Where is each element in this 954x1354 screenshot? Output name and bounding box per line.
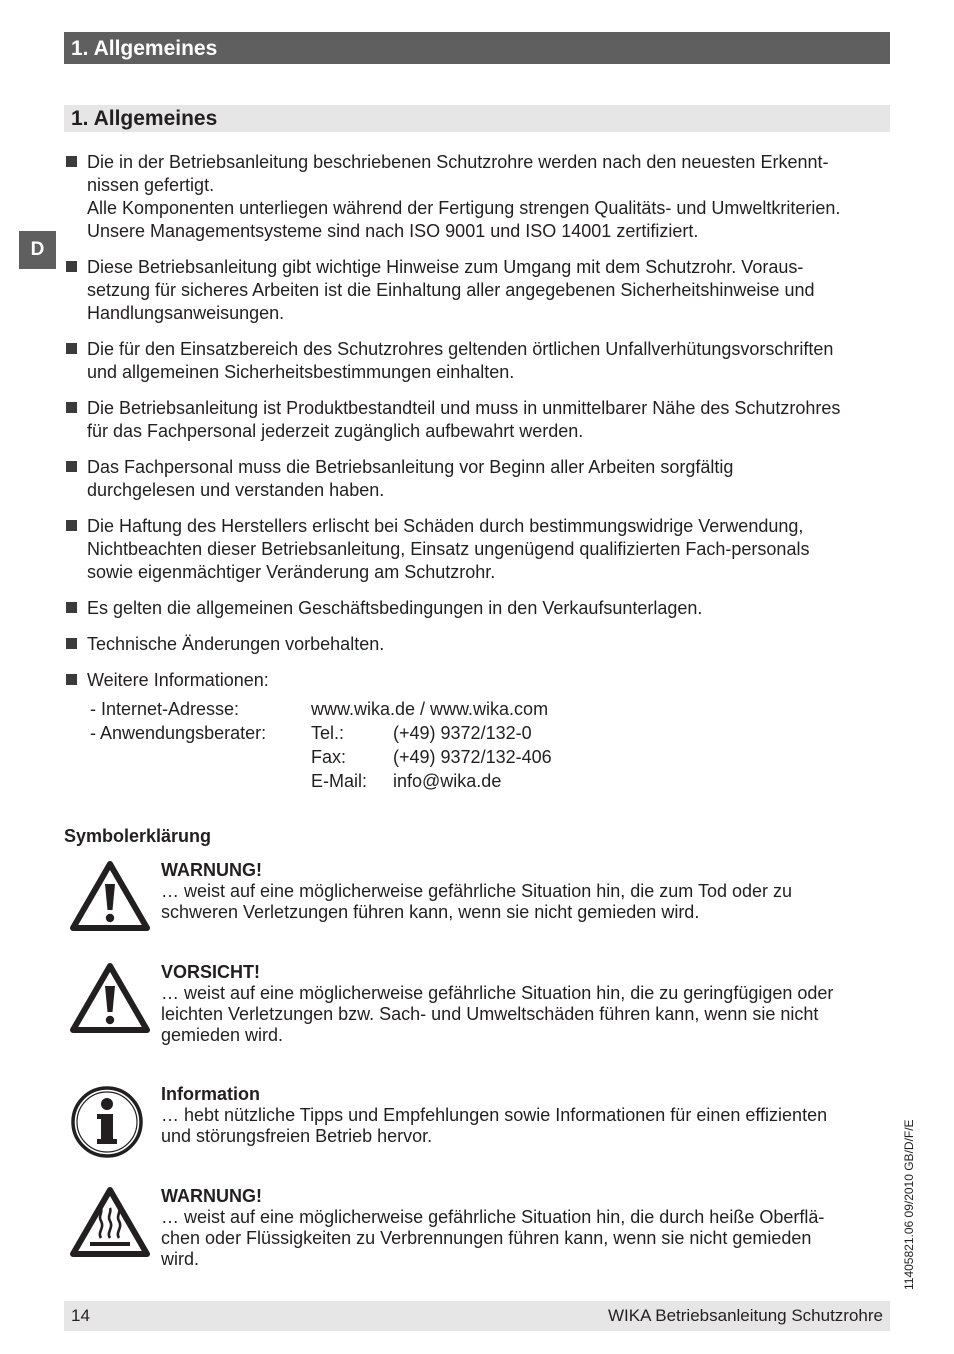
list-item	[64, 669, 890, 692]
section-title: 1. Allgemeines	[71, 107, 218, 130]
symbol-text-line: wird.	[161, 1249, 200, 1269]
symbol-text-line: … weist auf eine möglicherweise gefährliche Situation hin, die zum Tod oder zu	[161, 881, 793, 901]
list-item	[64, 151, 890, 243]
bullet-square-icon	[66, 638, 77, 649]
symbol-description	[161, 962, 881, 1046]
bullet-square-icon	[66, 520, 77, 531]
symbol-heading: VORSICHT!	[161, 962, 260, 982]
list-item-line: Das Fachpersonal muss die Betriebsanleitung vor Beginn aller Arbeiten sorgfältig	[87, 457, 734, 477]
list-item-line: nissen gefertigt.	[87, 175, 215, 195]
email-link[interactable]: info@wika.de	[393, 771, 502, 791]
list-item-line: Alle Komponenten unterliegen während der Fertigung strengen Qualitäts- und Umweltkriterien.	[87, 198, 841, 218]
symbol-text-line: und störungsfreien Betrieb hervor.	[161, 1126, 433, 1146]
chapter-title: 1. Allgemeines	[71, 37, 218, 60]
list-item	[64, 338, 890, 384]
symbol-text-line: gemieden wird.	[161, 1025, 284, 1045]
list-item-line: und allgemeinen Sicherheitsbestimmungen einhalten.	[87, 362, 515, 382]
bullet-list	[64, 151, 890, 705]
bullet-square-icon	[66, 602, 77, 613]
symbol-heading: WARNUNG!	[161, 1186, 262, 1206]
symbol-text-line: chen oder Flüssigkeiten zu Verbrennungen führen kann, wenn sie nicht gemieden	[161, 1228, 812, 1248]
fax-value: (+49) 9372/132-406	[393, 747, 552, 767]
bullet-square-icon	[66, 402, 77, 413]
list-item-line: Die Haftung des Herstellers erlischt bei Schäden durch bestimmungswidrige Verwendung,	[87, 516, 804, 536]
fax-label: Fax:	[311, 747, 347, 767]
bullet-square-icon	[66, 156, 77, 167]
internet-label: - Internet-Adresse:	[90, 699, 240, 719]
symbol-heading: WARNUNG!	[161, 860, 262, 880]
symbol-text-line: … hebt nützliche Tipps und Empfehlungen sowie Informationen für einen effizienten	[161, 1105, 828, 1125]
list-item-line: Unsere Managementsysteme sind nach ISO 9001 und ISO 14001 zertifiziert.	[87, 221, 699, 241]
footer-document-title: WIKA Betriebsanleitung Schutzrohre	[608, 1306, 883, 1325]
list-item	[64, 633, 890, 656]
list-item	[64, 397, 890, 443]
section-heading	[64, 105, 890, 132]
list-item-line: Handlungsanweisungen.	[87, 303, 285, 323]
list-item-line: Es gelten die allgemeinen Geschäftsbedingungen in den Verkaufsunterlagen.	[87, 598, 703, 618]
symbol-legend-title: Symbolerklärung	[64, 826, 212, 846]
symbol-text-line: … weist auf eine möglicherweise gefährliche Situation hin, die durch heiße Oberflä-	[161, 1207, 825, 1227]
list-item-line: Die in der Betriebsanleitung beschriebenen Schutzrohre werden nach den neuesten Erkennt-	[87, 152, 829, 172]
symbol-text-line: … weist auf eine möglicherweise gefährliche Situation hin, die zu geringfügigen oder	[161, 983, 834, 1003]
bullet-square-icon	[66, 461, 77, 472]
hot-surface-icon	[70, 1186, 150, 1258]
email-label: E-Mail:	[311, 771, 368, 791]
list-item-line: Diese Betriebsanleitung gibt wichtige Hinweise zum Umgang mit dem Schutzrohr. Voraus-	[87, 257, 804, 277]
list-item-line: Technische Änderungen vorbehalten.	[87, 634, 385, 654]
list-item-line: setzung für sicheres Arbeiten ist die Einhaltung aller angegebenen Sicherheitshinweise und	[87, 280, 815, 300]
symbol-heading: Information	[161, 1084, 260, 1104]
symbol-description	[161, 1084, 881, 1147]
symbol-description	[161, 860, 881, 923]
page-number: 14	[71, 1306, 90, 1325]
list-item	[64, 256, 890, 325]
list-item-line: durchgelesen und verstanden haben.	[87, 480, 385, 500]
list-item	[64, 456, 890, 502]
internet-link[interactable]: www.wika.de / www.wika.com	[311, 699, 549, 719]
list-item-line: sowie eigenmächtiger Veränderung am Schutzrohr.	[87, 562, 496, 582]
warning-triangle-icon	[70, 860, 150, 932]
tel-label: Tel.:	[311, 723, 345, 743]
list-item-line: Die Betriebsanleitung ist Produktbestandteil und muss in unmittelbarer Nähe des Schutzrohres	[87, 398, 841, 418]
information-icon	[69, 1084, 145, 1160]
tel-value: (+49) 9372/132-0	[393, 723, 532, 743]
chapter-header-bar	[64, 32, 890, 64]
bullet-square-icon	[66, 261, 77, 272]
list-item	[64, 597, 890, 620]
list-item	[64, 515, 890, 584]
list-item-line: für das Fachpersonal jederzeit zugänglich aufbewahrt werden.	[87, 421, 584, 441]
language-tab-label: D	[30, 239, 45, 260]
list-item-line: Weitere Informationen:	[87, 670, 269, 690]
symbol-text-line: leichten Verletzungen bzw. Sach- und Umweltschäden führen kann, wenn sie nicht	[161, 1004, 819, 1024]
symbol-text-line: schweren Verletzungen führen kann, wenn sie nicht gemieden wird.	[161, 902, 700, 922]
page-footer	[64, 1301, 890, 1331]
advisor-label: - Anwendungsberater:	[90, 723, 267, 743]
symbol-description	[161, 1186, 881, 1270]
list-item-line: Die für den Einsatzbereich des Schutzrohres geltenden örtlichen Unfallverhütungsvorschriften	[87, 339, 834, 359]
caution-triangle-icon	[70, 962, 150, 1034]
bullet-square-icon	[66, 674, 77, 685]
language-tab	[19, 231, 56, 269]
document-code: 11405821.06 09/2010 GB/D/F/E	[902, 1119, 916, 1290]
bullet-square-icon	[66, 343, 77, 354]
list-item-line: Nichtbeachten dieser Betriebsanleitung, Einsatz ungenügend qualifizierten Fach-personals	[87, 539, 810, 559]
